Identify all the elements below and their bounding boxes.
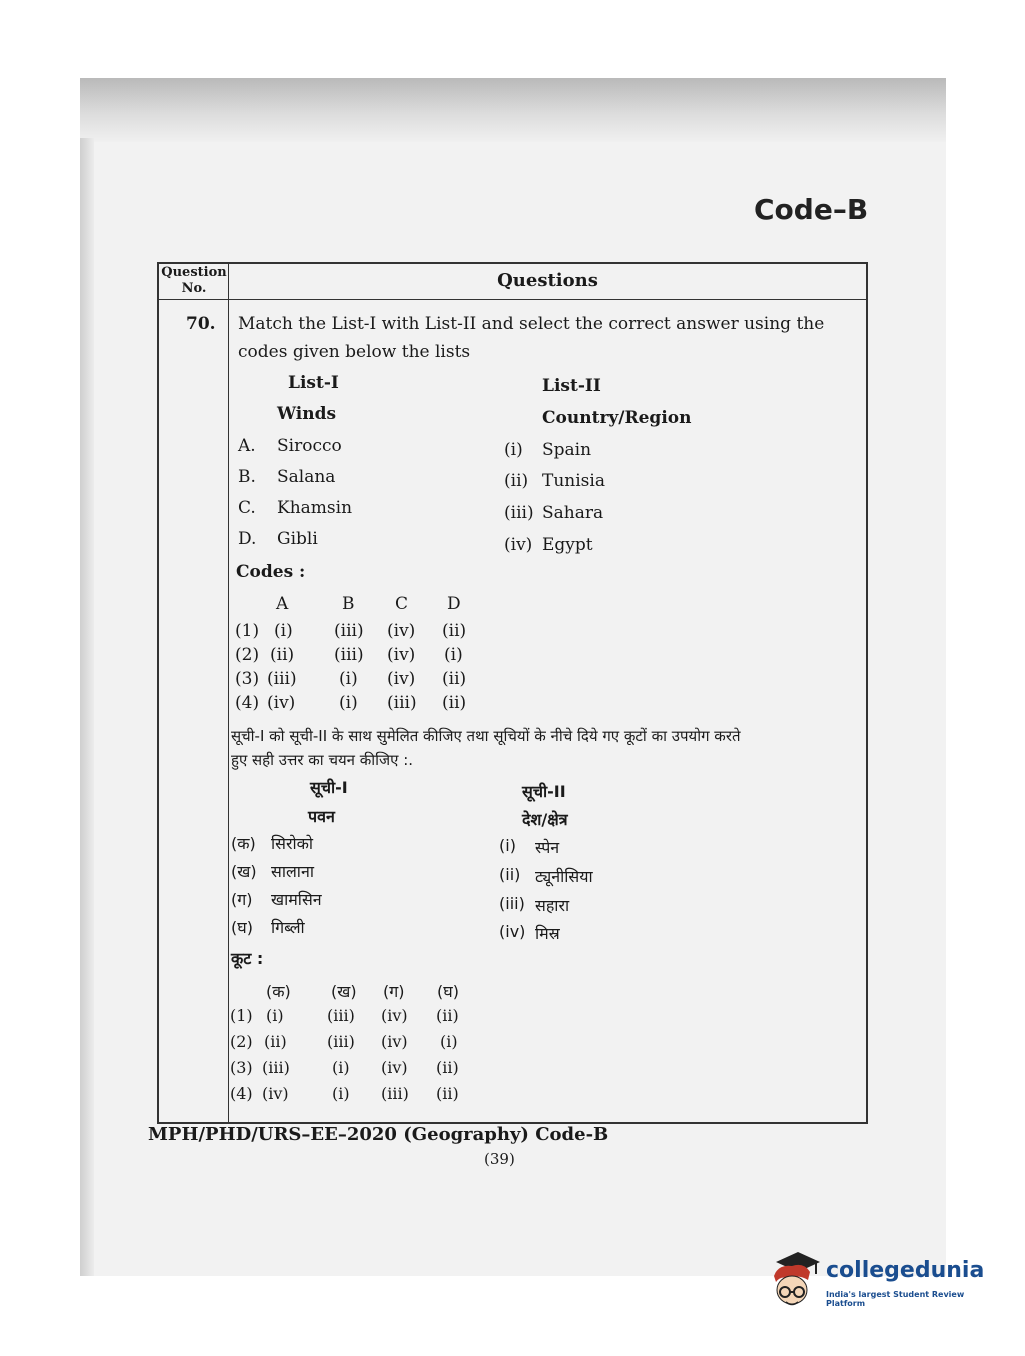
page-number: (39): [484, 1150, 515, 1168]
list2-value: Egypt: [542, 535, 593, 555]
list1-key-hi: (क): [231, 834, 256, 853]
code-cell: (iii): [267, 669, 297, 689]
code-cell: (iv): [267, 693, 296, 713]
question-no-header: Question No.: [161, 265, 227, 296]
list2-key-hi: (iii): [499, 894, 525, 913]
question-number: 70.: [186, 314, 216, 334]
code-option-number: (1): [235, 621, 260, 641]
code-cell: (ii): [442, 669, 467, 689]
code-option-number-hi: (2): [230, 1032, 253, 1051]
code-option-number-hi: (3): [230, 1058, 253, 1077]
code-column-header: B: [342, 594, 355, 614]
code-column-header: A: [276, 594, 289, 614]
watermark-name: collegedunia: [826, 1258, 985, 1283]
code-cell-hi: (ii): [436, 1084, 459, 1103]
list1-value: Sirocco: [277, 436, 342, 456]
codes-label-hi: कूट :: [231, 949, 264, 968]
code-cell-hi: (iii): [381, 1084, 409, 1103]
list1-value-hi: सिरोको: [271, 834, 314, 853]
list2-key-hi: (iv): [499, 922, 526, 941]
code-cell-hi: (ii): [436, 1006, 459, 1025]
question-text-hi-line2: हुए सही उत्तर का चयन कीजिए :.: [231, 751, 414, 769]
list2-value: Tunisia: [542, 471, 605, 491]
code-cell-hi: (iv): [381, 1058, 408, 1077]
code-option-number: (2): [235, 645, 260, 665]
list1-value-hi: खामसिन: [271, 890, 322, 909]
code-cell-hi: (i): [266, 1006, 284, 1025]
code-cell: (ii): [442, 693, 467, 713]
list1-title: List-I: [288, 373, 339, 393]
list2-title: List-II: [542, 376, 601, 396]
question-text-line1: Match the List-I with List-II and select the correct answer using the: [238, 314, 825, 334]
code-cell: (iii): [334, 621, 364, 641]
list1-key: D.: [238, 529, 257, 549]
page-footer: MPH/PHD/URS–EE–2020 (Geography) Code-B: [148, 1124, 609, 1145]
code-cell: (i): [339, 693, 358, 713]
list1-key-hi: (घ): [231, 918, 253, 937]
list1-key-hi: (ग): [231, 890, 253, 909]
mascot-logo-icon: [768, 1250, 822, 1316]
collegedunia-watermark[interactable]: [768, 1250, 988, 1316]
code-cell-hi: (iv): [381, 1032, 408, 1051]
list2-key: (iii): [504, 503, 534, 523]
code-cell: (i): [444, 645, 463, 665]
list2-key: (ii): [504, 471, 529, 491]
code-cell-hi: (iv): [262, 1084, 289, 1103]
list2-value: Spain: [542, 440, 592, 460]
list1-key: A.: [238, 436, 256, 456]
list1-value-hi: सालाना: [271, 862, 314, 881]
code-cell: (i): [339, 669, 358, 689]
code-cell: (iv): [387, 669, 416, 689]
code-column-header-hi: (क): [266, 982, 291, 1001]
codes-label: Codes :: [236, 562, 306, 582]
scan-edge: [80, 138, 94, 1276]
list1-subtitle: Winds: [277, 404, 337, 424]
code-column-header-hi: (घ): [437, 982, 459, 1001]
list2-subtitle: Country/Region: [542, 408, 692, 428]
questions-header: Questions: [497, 270, 598, 291]
list2-title-hi: सूची-II: [522, 782, 566, 801]
list1-value: Salana: [277, 467, 336, 487]
code-option-number: (3): [235, 669, 260, 689]
code-column-header: C: [395, 594, 409, 614]
code-option-number-hi: (1): [230, 1006, 253, 1025]
column-divider: [228, 264, 229, 1122]
list2-value-hi: स्पेन: [535, 838, 560, 857]
code-cell-hi: (iv): [381, 1006, 408, 1025]
list1-value: Gibli: [277, 529, 318, 549]
code-column-header: D: [447, 594, 461, 614]
code-option-number: (4): [235, 693, 260, 713]
list1-value-hi: गिब्ली: [271, 918, 305, 937]
code-cell-hi: (ii): [264, 1032, 287, 1051]
question-text-hi-line1: सूची-I को सूची-II के साथ सुमेलित कीजिए तथा सूचियों के नीचे दिये गए कूटों का उपयोग करते: [231, 727, 741, 745]
list1-key: B.: [238, 467, 256, 487]
code-column-header-hi: (ग): [383, 982, 405, 1001]
code-cell: (i): [274, 621, 293, 641]
list2-value: Sahara: [542, 503, 604, 523]
list1-key-hi: (ख): [231, 862, 257, 881]
code-option-number-hi: (4): [230, 1084, 253, 1103]
list2-key-hi: (ii): [499, 865, 521, 884]
code-cell-hi: (iii): [327, 1032, 355, 1051]
list1-subtitle-hi: पवन: [308, 807, 335, 826]
scan-shadow: [80, 78, 946, 142]
code-cell: (iv): [387, 621, 416, 641]
code-cell-hi: (i): [332, 1084, 350, 1103]
list1-key: C.: [238, 498, 256, 518]
list1-title-hi: सूची-I: [310, 778, 348, 797]
code-cell: (ii): [270, 645, 295, 665]
watermark-tagline: India's largest Student Review Platform: [826, 1290, 965, 1308]
question-table: [157, 262, 868, 1124]
list2-key: (iv): [504, 535, 533, 555]
code-cell-hi: (iii): [327, 1006, 355, 1025]
list1-value: Khamsin: [277, 498, 353, 518]
header-divider: [159, 299, 866, 300]
list2-subtitle-hi: देश/क्षेत्र: [522, 810, 568, 829]
list2-value-hi: मिस्र: [535, 924, 560, 943]
code-cell: (ii): [442, 621, 467, 641]
code-cell-hi: (ii): [436, 1058, 459, 1077]
code-header: Code–B: [754, 193, 869, 226]
list2-value-hi: ट्यूनीसिया: [535, 867, 593, 886]
code-cell: (iv): [387, 645, 416, 665]
code-cell-hi: (iii): [262, 1058, 290, 1077]
code-cell: (iii): [387, 693, 417, 713]
list2-key: (i): [504, 440, 523, 460]
code-cell-hi: (i): [440, 1032, 458, 1051]
code-cell: (iii): [334, 645, 364, 665]
question-text-line2: codes given below the lists: [238, 342, 471, 362]
code-cell-hi: (i): [332, 1058, 350, 1077]
list2-value-hi: सहारा: [535, 896, 570, 915]
code-column-header-hi: (ख): [331, 982, 357, 1001]
list2-key-hi: (i): [499, 836, 516, 855]
